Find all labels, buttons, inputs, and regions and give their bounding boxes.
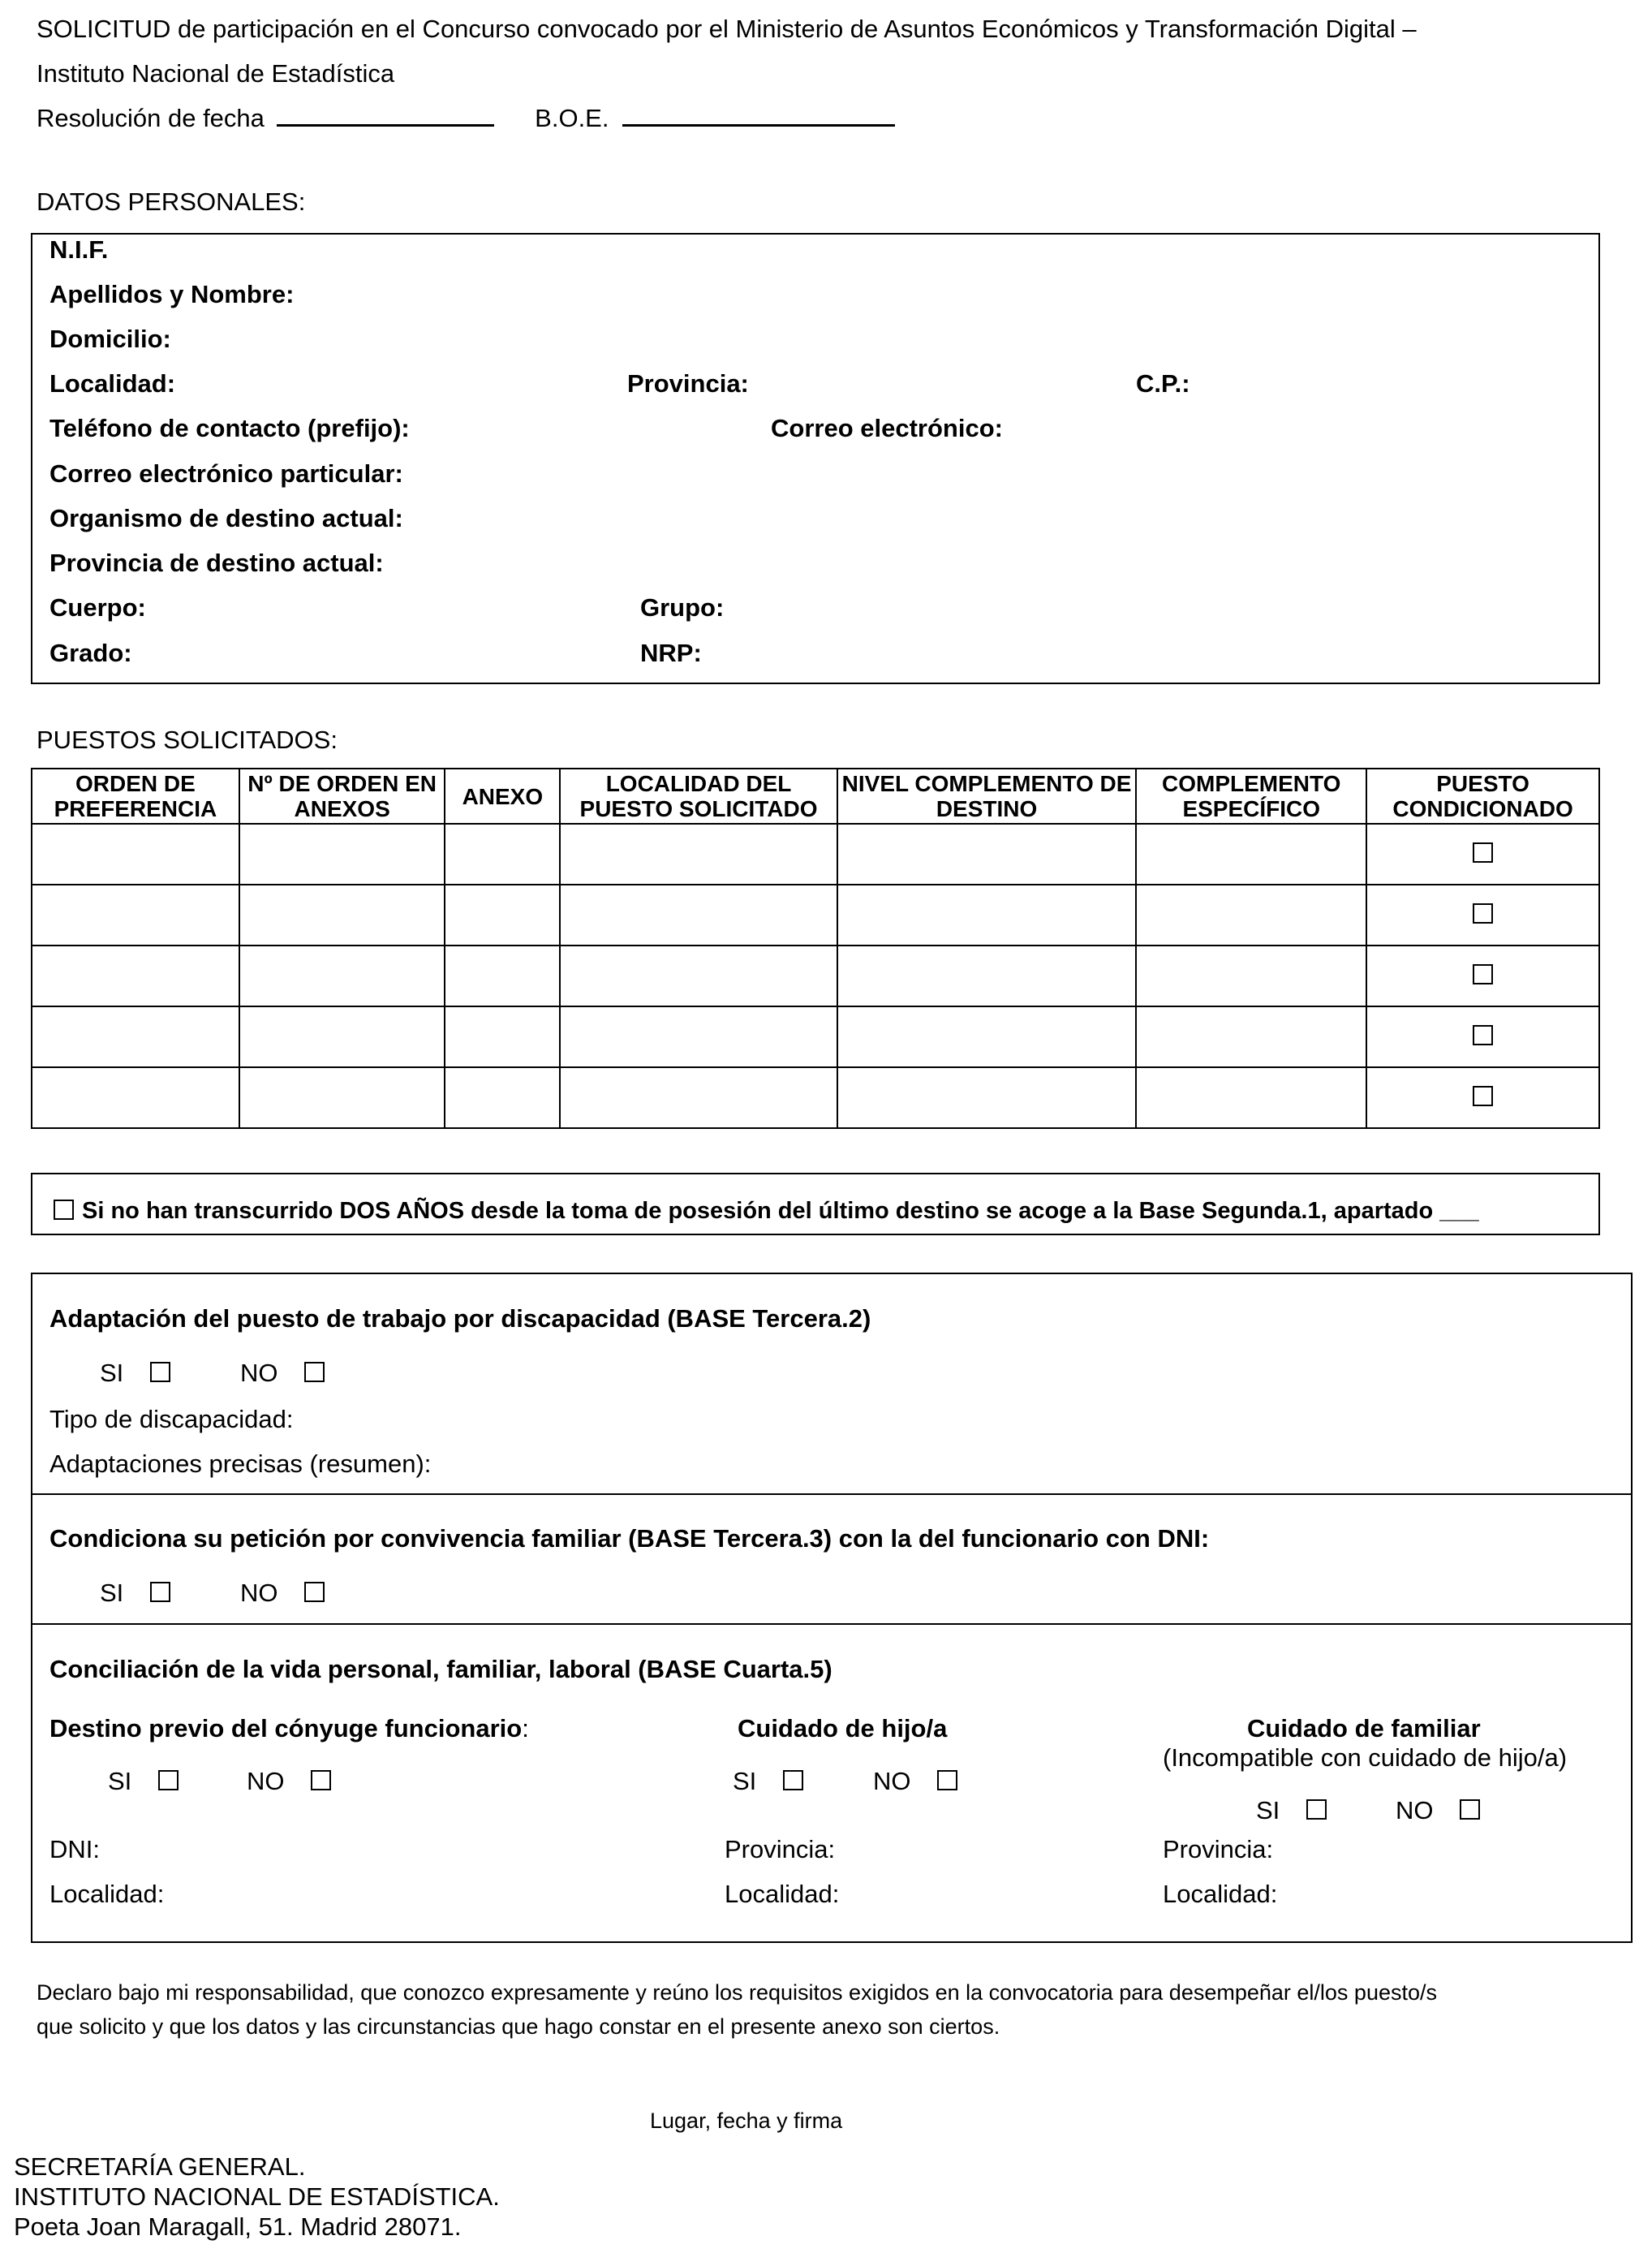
col-header-annex: ANEXO <box>445 769 560 824</box>
child-no-checkbox[interactable] <box>937 1770 957 1790</box>
table-cell[interactable] <box>239 946 445 1006</box>
two-years-text: Si no han transcurrido DOS AÑOS desde la toma de posesión del último destino se acoge a la Base Segunda.1, apartado ___ <box>82 1198 1479 1224</box>
request-title-line2: Instituto Nacional de Estadística <box>37 59 395 88</box>
resolution-line <box>37 104 895 133</box>
col-header-conditioned: PUESTO CONDICIONADO <box>1366 769 1599 824</box>
two-years-checkbox[interactable] <box>54 1200 74 1220</box>
yes-label: SI <box>108 1767 132 1795</box>
col-header-annex-order: Nº DE ORDEN EN ANEXOS <box>239 769 445 824</box>
table-cell[interactable] <box>239 824 445 885</box>
table-cell[interactable] <box>560 885 837 946</box>
disability-no-option <box>240 1359 325 1388</box>
table-cell[interactable] <box>239 1006 445 1067</box>
nrp-label: NRP: <box>640 639 702 667</box>
col-header-level: NIVEL COMPLEMENTO DE DESTINO <box>837 769 1137 824</box>
no-label: NO <box>240 1579 278 1607</box>
postal-code-label: C.P.: <box>1136 369 1190 398</box>
disability-yes-checkbox[interactable] <box>150 1362 170 1382</box>
requested-posts-heading: PUESTOS SOLICITADOS: <box>37 726 338 754</box>
nif-label: N.I.F. <box>49 235 109 264</box>
spouse-destination-title <box>49 1714 529 1743</box>
yes-label: SI <box>100 1579 124 1607</box>
boe-label: B.O.E. <box>535 104 609 132</box>
cohabitation-no-option <box>240 1579 325 1608</box>
table-cell[interactable] <box>837 946 1137 1006</box>
cohabitation-no-checkbox[interactable] <box>304 1582 325 1602</box>
table-cell[interactable] <box>239 885 445 946</box>
conditioned-checkbox[interactable] <box>1473 1025 1493 1045</box>
name-label: Apellidos y Nombre: <box>49 280 295 308</box>
table-row <box>32 1006 1599 1067</box>
yes-label: SI <box>733 1767 757 1795</box>
conditioned-checkbox[interactable] <box>1473 964 1493 984</box>
current-province-label: Provincia de destino actual: <box>49 549 384 577</box>
no-label: NO <box>240 1359 278 1387</box>
table-cell[interactable] <box>837 885 1137 946</box>
table-cell[interactable] <box>32 1006 239 1067</box>
child-no-option <box>873 1767 957 1796</box>
personal-email-label: Correo electrónico particular: <box>49 459 403 488</box>
section-divider <box>31 1623 1633 1625</box>
table-cell[interactable] <box>445 885 560 946</box>
declaration-line1: Declaro bajo mi responsabilidad, que conozco expresamente y reúno los requisitos exigidos en la convocatoria para desempeñar el/los puesto/s <box>37 1980 1437 2005</box>
col-header-locality: LOCALIDAD DEL PUESTO SOLICITADO <box>560 769 837 824</box>
footer-address-line1: SECRETARÍA GENERAL. <box>14 2152 306 2181</box>
table-cell[interactable] <box>445 1067 560 1128</box>
yes-label: SI <box>1256 1796 1280 1824</box>
child-province-label: Provincia: <box>725 1835 836 1863</box>
no-label: NO <box>247 1767 285 1795</box>
yes-label: SI <box>100 1359 124 1387</box>
spouse-destination-label: Destino previo del cónyuge funcionario <box>49 1714 523 1743</box>
table-cell[interactable] <box>32 946 239 1006</box>
group-label: Grupo: <box>640 593 725 622</box>
table-cell <box>1366 1006 1599 1067</box>
cohabitation-yes-checkbox[interactable] <box>150 1582 170 1602</box>
spouse-no-option <box>247 1767 331 1796</box>
table-cell[interactable] <box>445 824 560 885</box>
table-row <box>32 946 1599 1006</box>
current-organism-label: Organismo de destino actual: <box>49 504 403 532</box>
spouse-no-checkbox[interactable] <box>311 1770 331 1790</box>
address-label: Domicilio: <box>49 325 171 353</box>
resolution-date-label: Resolución de fecha <box>37 104 265 132</box>
family-no-option <box>1396 1796 1480 1825</box>
family-care-subtitle: (Incompatible con cuidado de hijo/a) <box>1163 1743 1568 1772</box>
table-row <box>32 824 1599 885</box>
family-yes-option <box>1256 1796 1327 1825</box>
conditioned-checkbox[interactable] <box>1473 842 1493 863</box>
table-cell <box>1366 885 1599 946</box>
cohabitation-yes-option <box>100 1579 170 1608</box>
table-cell[interactable] <box>560 1067 837 1128</box>
request-title-line1: SOLICITUD de participación en el Concurso convocado por el Ministerio de Asuntos Económicos y Transformación Digital – <box>37 15 1417 43</box>
family-care-title: Cuidado de familiar <box>1247 1714 1481 1743</box>
corps-label: Cuerpo: <box>49 593 146 622</box>
adaptations-label: Adaptaciones precisas (resumen): <box>49 1450 432 1478</box>
table-cell[interactable] <box>837 1067 1137 1128</box>
disability-type-label: Tipo de discapacidad: <box>49 1405 294 1433</box>
disability-no-checkbox[interactable] <box>304 1362 325 1382</box>
resolution-date-field[interactable] <box>277 105 494 127</box>
phone-label: Teléfono de contacto (prefijo): <box>49 414 410 442</box>
table-cell[interactable] <box>239 1067 445 1128</box>
declaration-line2: que solicito y que los datos y las circunstancias que hago constar en el presente anexo son ciertos. <box>37 2014 1000 2039</box>
no-label: NO <box>873 1767 911 1795</box>
table-cell[interactable] <box>560 824 837 885</box>
work-life-balance-title: Conciliación de la vida personal, familiar, laboral (BASE Cuarta.5) <box>49 1655 832 1683</box>
signature-place-date-label: Lugar, fecha y firma <box>650 2109 843 2133</box>
table-cell[interactable] <box>32 824 239 885</box>
boe-field[interactable] <box>622 105 895 127</box>
table-cell[interactable] <box>32 1067 239 1128</box>
email-label: Correo electrónico: <box>771 414 1003 442</box>
table-cell <box>1366 1067 1599 1128</box>
table-cell[interactable] <box>445 1006 560 1067</box>
province-label: Provincia: <box>627 369 749 398</box>
table-cell[interactable] <box>837 824 1137 885</box>
two-years-line <box>54 1198 1479 1225</box>
grade-label: Grado: <box>49 639 132 667</box>
locality-label: Localidad: <box>49 369 176 398</box>
footer-address-line2: INSTITUTO NACIONAL DE ESTADÍSTICA. <box>14 2182 500 2211</box>
table-cell[interactable] <box>1136 1067 1366 1128</box>
disability-yes-option <box>100 1359 170 1388</box>
table-cell[interactable] <box>445 946 560 1006</box>
spouse-yes-checkbox[interactable] <box>158 1770 179 1790</box>
family-no-checkbox[interactable] <box>1460 1799 1480 1820</box>
spouse-dni-label: DNI: <box>49 1835 100 1863</box>
table-header-row <box>32 769 1599 824</box>
table-row <box>32 1067 1599 1128</box>
requested-posts-table <box>31 768 1600 1129</box>
table-cell[interactable] <box>1136 824 1366 885</box>
table-cell[interactable] <box>837 1006 1137 1067</box>
spouse-destination-colon: : <box>522 1714 529 1743</box>
table-cell[interactable] <box>560 1006 837 1067</box>
child-care-title: Cuidado de hijo/a <box>738 1714 948 1743</box>
personal-data-heading: DATOS PERSONALES: <box>37 187 306 216</box>
col-header-specific: COMPLEMENTO ESPECÍFICO <box>1136 769 1366 824</box>
child-locality-label: Localidad: <box>725 1880 840 1908</box>
table-cell[interactable] <box>32 885 239 946</box>
table-row <box>32 885 1599 946</box>
child-yes-option <box>733 1767 803 1796</box>
conditioned-checkbox[interactable] <box>1473 1086 1493 1106</box>
family-province-label: Provincia: <box>1163 1835 1274 1863</box>
child-yes-checkbox[interactable] <box>783 1770 803 1790</box>
spouse-locality-label: Localidad: <box>49 1880 165 1908</box>
table-cell[interactable] <box>1136 885 1366 946</box>
table-cell[interactable] <box>1136 946 1366 1006</box>
table-cell <box>1366 946 1599 1006</box>
table-cell[interactable] <box>1136 1006 1366 1067</box>
family-yes-checkbox[interactable] <box>1306 1799 1327 1820</box>
section-divider <box>31 1493 1633 1495</box>
conditioned-checkbox[interactable] <box>1473 903 1493 924</box>
disability-adaptation-title: Adaptación del puesto de trabajo por discapacidad (BASE Tercera.2) <box>49 1304 871 1333</box>
no-label: NO <box>1396 1796 1434 1824</box>
spouse-yes-option <box>108 1767 179 1796</box>
table-cell[interactable] <box>560 946 837 1006</box>
family-cohabitation-title: Condiciona su petición por convivencia familiar (BASE Tercera.3) con la del funcionario con DNI: <box>49 1524 1210 1553</box>
footer-address-line3: Poeta Joan Maragall, 51. Madrid 28071. <box>14 2212 462 2241</box>
table-cell <box>1366 824 1599 885</box>
family-locality-label: Localidad: <box>1163 1880 1278 1908</box>
col-header-preference-order: ORDEN DE PREFERENCIA <box>32 769 239 824</box>
